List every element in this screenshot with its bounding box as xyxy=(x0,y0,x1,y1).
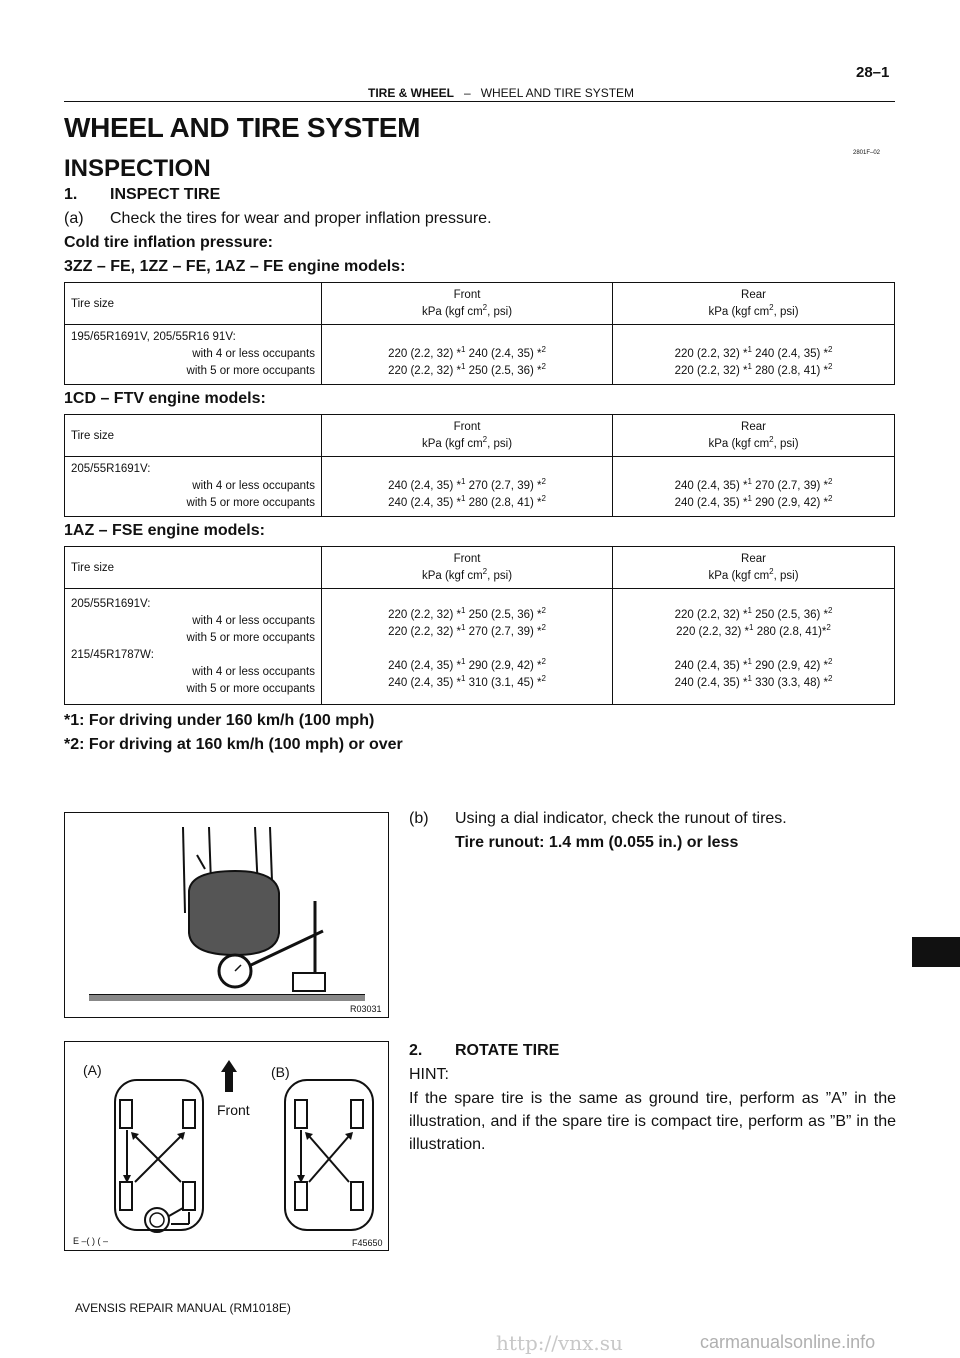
step-2-label: ROTATE TIRE xyxy=(455,1042,560,1059)
figure-corner-text: E –( ) ( – xyxy=(73,1236,109,1246)
running-header xyxy=(368,86,634,100)
value-line: 240 (2.4, 35) *$^1$ 310 (3.1, 45) *$^2$ xyxy=(388,674,546,689)
section-3-heading: 1AZ – FSE engine models: xyxy=(64,522,265,539)
pressure-table-2 xyxy=(64,414,895,517)
tire-size-header: Tire size xyxy=(65,283,322,325)
section-1-heading: 3ZZ – FE, 1ZZ – FE, 1AZ – FE engine models: xyxy=(64,258,406,275)
step-1b xyxy=(409,810,787,828)
unit-label: kPa (kgf $cm^2$, psi) xyxy=(708,566,799,582)
tire-size-header: Tire size xyxy=(65,415,322,457)
step-1a xyxy=(64,210,492,228)
rear-header xyxy=(613,283,895,325)
front-values xyxy=(322,589,613,705)
front-label: Front xyxy=(453,288,481,301)
watermark-link[interactable]: http://vnx.su xyxy=(496,1331,623,1355)
note-1: *1: For driving under 160 km/h (100 mph) xyxy=(64,712,375,729)
rotation-figure xyxy=(64,1041,389,1251)
step-2-number: 2. xyxy=(409,1042,423,1059)
step-1-number: 1. xyxy=(64,186,78,203)
step-1-label: INSPECT TIRE xyxy=(110,186,221,203)
rear-values xyxy=(613,325,895,385)
unit-label: kPa (kgf $cm^2$, psi) xyxy=(421,566,513,582)
value-line: 240 (2.4, 35) *$^1$ 290 (2.9, 42) *$^2$ xyxy=(388,657,546,672)
front-label: Front xyxy=(453,552,481,565)
value-line: 220 (2.2, 32) *$^1$ 250 (2.5, 36) *$^2$ xyxy=(388,362,546,377)
inspection-heading: INSPECTION xyxy=(64,155,211,182)
pressure-table-3 xyxy=(64,546,895,705)
occupants: with 4 or less occupants xyxy=(192,348,315,360)
table-row xyxy=(65,457,895,517)
occupants: with 5 or more occupants xyxy=(186,682,315,695)
table-header-row xyxy=(65,415,895,457)
header-separator: – xyxy=(464,86,471,100)
value-line: 240 (2.4, 35) *$^1$ 330 (3.3, 48) *$^2$ xyxy=(674,674,833,689)
figure-label-b: (B) xyxy=(271,1064,290,1080)
section-tab xyxy=(912,937,960,967)
figure-2-id: F45650 xyxy=(352,1238,383,1248)
figure-1-id: R03031 xyxy=(350,1004,382,1014)
note-2: *2: For driving at 160 km/h (100 mph) or over xyxy=(64,736,403,753)
value-line: 220 (2.2, 32) *$^1$ 280 (2.8, 41) *$^2$ xyxy=(674,362,833,377)
occupants: with 4 or less occupants xyxy=(192,480,315,492)
value-line: 220 (2.2, 32) *$^1$ 240 (2.4, 35) *$^2$ xyxy=(388,345,546,360)
tire-size-cell xyxy=(65,589,322,705)
cold-pressure-label: Cold tire inflation pressure: xyxy=(64,234,273,251)
tire-size-cell xyxy=(65,325,322,385)
header-section: TIRE & WHEEL xyxy=(368,86,454,100)
pressure-table-1 xyxy=(64,282,895,385)
tire-size: 205/55R1691V: xyxy=(71,463,151,475)
tire-rotation-illustration xyxy=(65,1042,388,1250)
occupants: with 5 or more occupants xyxy=(186,365,315,377)
rear-label: Rear xyxy=(741,420,766,433)
value-line: 240 (2.4, 35) *$^1$ 270 (2.7, 39) *$^2$ xyxy=(388,477,546,492)
header-subsection: WHEEL AND TIRE SYSTEM xyxy=(480,86,635,100)
front-header xyxy=(322,415,613,457)
step-1a-number: (a) xyxy=(64,210,84,227)
occupants: with 4 or less occupants xyxy=(192,665,315,678)
section-2-heading: 1CD – FTV engine models: xyxy=(64,390,266,407)
step-2-heading xyxy=(409,1042,559,1060)
table-row xyxy=(65,589,895,705)
watermark-site: carmanualsonline.info xyxy=(700,1332,876,1352)
hint-text: If the spare tire is the same as ground tire, perform as ”A” in the illustration, and if the spare tire is compact tire, perform as ”B” in the illustration. xyxy=(409,1090,896,1153)
front-header xyxy=(322,547,613,589)
page-number: 28–1 xyxy=(856,64,890,81)
value-line: 240 (2.4, 35) *$^1$ 290 (2.9, 42) *$^2$ xyxy=(674,657,833,672)
rear-values xyxy=(613,457,895,517)
table-row xyxy=(65,325,895,385)
front-values xyxy=(322,325,613,385)
tire-size: 195/65R1691V, 205/55R16 91V: xyxy=(71,331,236,343)
unit-label: kPa (kgf $cm^2$, psi) xyxy=(421,434,513,450)
footer: AVENSIS REPAIR MANUAL (RM1018E) xyxy=(75,1301,291,1315)
rear-label: Rear xyxy=(741,552,766,565)
figure-label-a: (A) xyxy=(83,1062,102,1078)
value-line: 220 (2.2, 32) *$^1$ 270 (2.7, 39) *$^2$ xyxy=(388,623,546,638)
value-line: 220 (2.2, 32) *$^1$ 280 (2.8, 41)*$^2$ xyxy=(676,623,831,638)
step-1b-number: (b) xyxy=(409,810,429,827)
tire-size-cell xyxy=(65,457,322,517)
front-values xyxy=(322,457,613,517)
value-line: 220 (2.2, 32) *$^1$ 250 (2.5, 36) *$^2$ xyxy=(674,606,833,621)
value-line: 240 (2.4, 35) *$^1$ 270 (2.7, 39) *$^2$ xyxy=(674,477,833,492)
value-line: 220 (2.2, 32) *$^1$ 250 (2.5, 36) *$^2$ xyxy=(388,606,546,621)
runout-figure xyxy=(64,812,389,1018)
step-1b-text: Using a dial indicator, check the runout of tires. xyxy=(455,810,787,827)
value-line: 240 (2.4, 35) *$^1$ 280 (2.8, 41) *$^2$ xyxy=(388,494,546,509)
tire-size-header: Tire size xyxy=(65,547,322,589)
step-1-heading xyxy=(64,186,220,204)
tire-size: 215/45R1787W: xyxy=(71,648,154,661)
rear-label: Rear xyxy=(741,288,766,301)
front-label: Front xyxy=(453,420,481,433)
unit-label: kPa (kgf $cm^2$, psi) xyxy=(708,302,799,318)
occupants: with 5 or more occupants xyxy=(186,497,315,509)
header-rule xyxy=(64,101,895,102)
front-header xyxy=(322,283,613,325)
step-1a-text: Check the tires for wear and proper inflation pressure. xyxy=(110,210,492,227)
page-title: WHEEL AND TIRE SYSTEM xyxy=(64,112,421,143)
value-line: 240 (2.4, 35) *$^1$ 290 (2.9, 42) *$^2$ xyxy=(674,494,833,509)
dial-indicator-illustration xyxy=(65,813,388,1017)
rear-header xyxy=(613,547,895,589)
runout-spec: Tire runout: 1.4 mm (0.055 in.) or less xyxy=(455,834,739,851)
front-label: Front xyxy=(217,1102,250,1118)
rear-header xyxy=(613,415,895,457)
document-code: 2801F–02 xyxy=(853,150,881,156)
hint-label: HINT: xyxy=(409,1066,449,1083)
unit-label: kPa (kgf $cm^2$, psi) xyxy=(421,302,513,318)
table-header-row xyxy=(65,283,895,325)
table-header-row xyxy=(65,547,895,589)
value-line: 220 (2.2, 32) *$^1$ 240 (2.4, 35) *$^2$ xyxy=(674,345,833,360)
tire-size: 205/55R1691V: xyxy=(71,597,151,610)
unit-label: kPa (kgf $cm^2$, psi) xyxy=(708,434,799,450)
rear-values xyxy=(613,589,895,705)
occupants: with 5 or more occupants xyxy=(186,631,315,644)
occupants: with 4 or less occupants xyxy=(192,614,315,627)
